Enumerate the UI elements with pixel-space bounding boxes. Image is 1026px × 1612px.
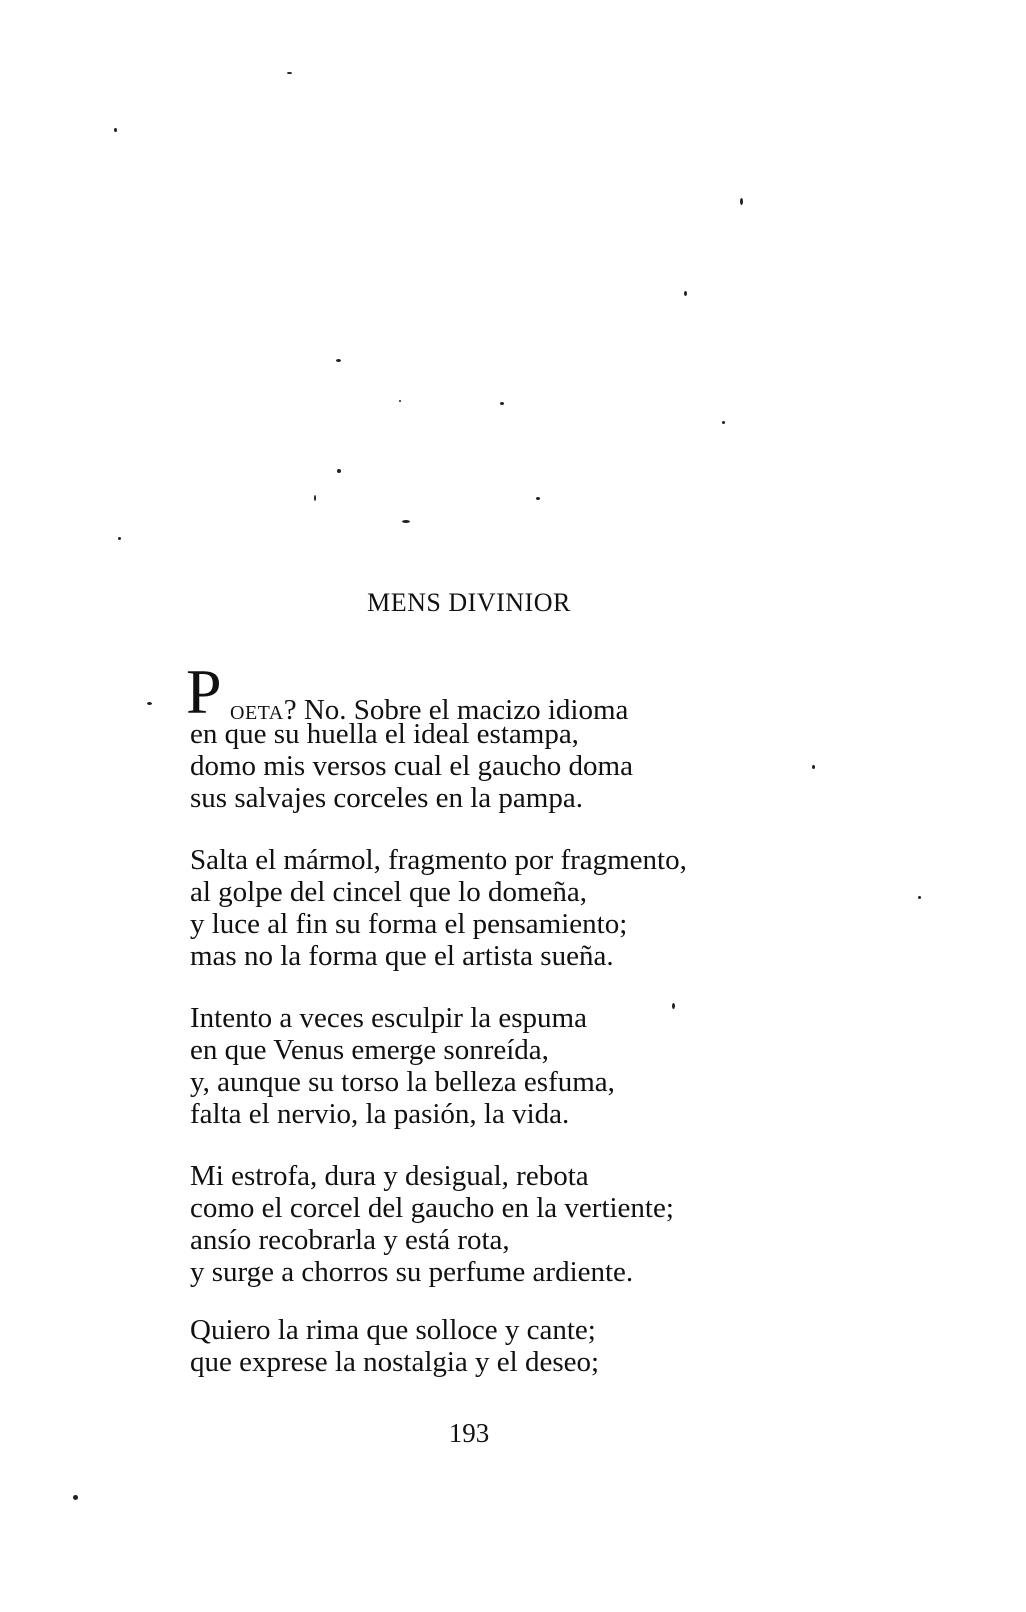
verse-line: en que Venus emerge sonreída, [190, 1034, 549, 1066]
verse-line: Salta el mármol, fragmento por fragmento, [190, 844, 687, 876]
stanza-1 [190, 718, 890, 814]
scan-speck [147, 702, 152, 705]
scan-speck [314, 495, 316, 501]
scan-speck [337, 469, 341, 473]
verse-line: y luce al fin su forma el pensamiento; [190, 908, 628, 940]
scan-speck [402, 520, 410, 523]
scan-speck [500, 402, 504, 405]
poem-body [186, 656, 890, 1378]
scan-speck [287, 72, 292, 74]
verse-line: mas no la forma que el artista sueña. [190, 940, 614, 972]
first-line-rest: ? No. Sobre el macizo idioma [283, 694, 629, 726]
verse-line: ansío recobrarla y está rota, [190, 1224, 510, 1256]
scan-speck [740, 198, 743, 205]
scan-speck [918, 896, 921, 899]
verse-line: Intento a veces esculpir la espuma [190, 1002, 587, 1034]
first-line-text [230, 694, 628, 729]
page-number: 193 [448, 1418, 490, 1448]
first-line [186, 656, 890, 727]
verse-line: que exprese la nostalgia y el deseo; [190, 1346, 600, 1378]
verse-line: al golpe del cincel que lo domeña, [190, 876, 587, 908]
scan-speck [118, 537, 121, 540]
scan-speck [336, 359, 341, 362]
scan-speck [536, 497, 540, 500]
scan-speck [114, 128, 117, 132]
scan-speck [684, 291, 687, 296]
scan-speck [73, 1495, 78, 1500]
verse-line: y, aunque su torso la belleza esfuma, [190, 1066, 615, 1098]
verse-line: como el corcel del gaucho en la vertiente; [190, 1192, 674, 1224]
stanza-2 [190, 844, 890, 972]
poem-title: MENS DIVINIOR [367, 588, 571, 617]
stanza-3 [190, 1002, 890, 1130]
stanza-4 [190, 1160, 890, 1288]
stanza-5 [190, 1314, 890, 1378]
verse-line: en que su huella el ideal estampa, [190, 718, 579, 750]
verse-line: y surge a chorros su perfume ardiente. [190, 1256, 634, 1288]
verse-line: sus salvajes corceles en la pampa. [190, 782, 583, 814]
scan-speck [399, 400, 401, 402]
scan-speck [722, 421, 725, 424]
drop-cap: P [186, 656, 222, 727]
verse-line: Quiero la rima que solloce y cante; [190, 1314, 596, 1346]
verse-line: Mi estrofa, dura y desigual, rebota [190, 1160, 589, 1192]
small-caps-word: OETA [230, 702, 284, 724]
verse-line: domo mis versos cual el gaucho doma [190, 750, 633, 782]
verse-line: falta el nervio, la pasión, la vida. [190, 1098, 570, 1130]
